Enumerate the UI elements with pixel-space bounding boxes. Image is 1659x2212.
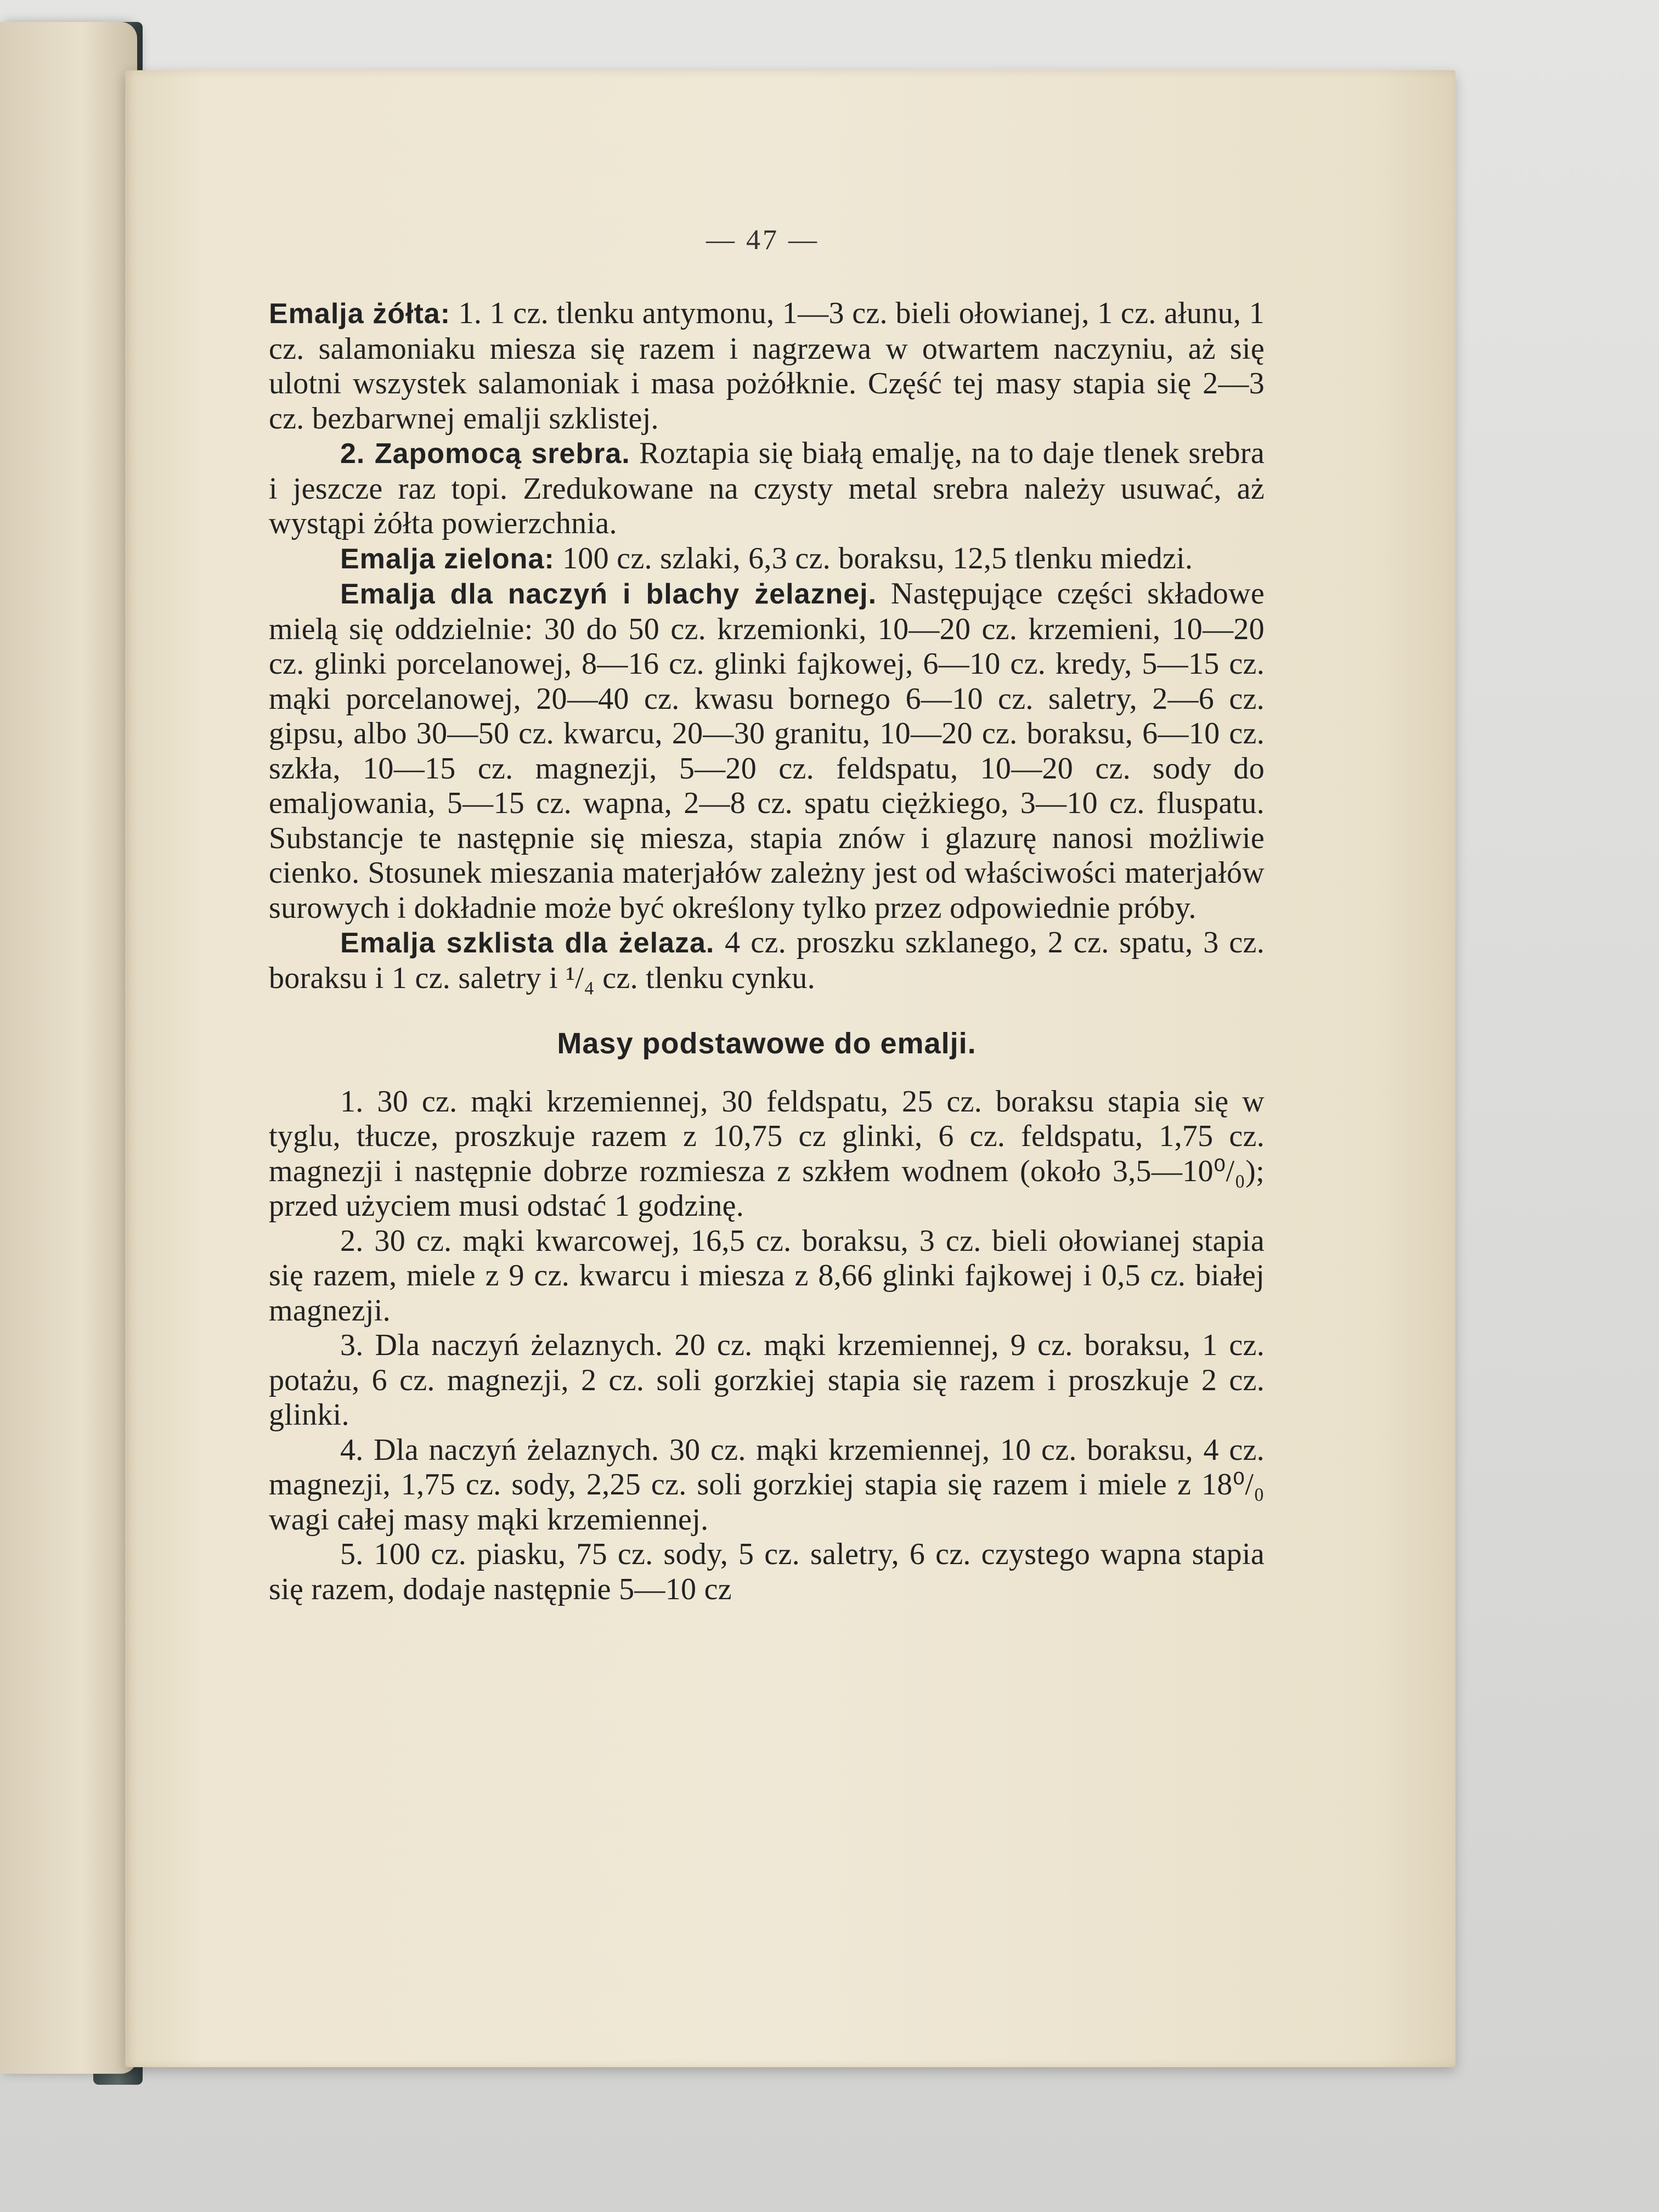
paragraph-head: Emalja dla naczyń i blachy żelaznej.	[340, 578, 877, 610]
recipe-item: 4. Dla naczyń żelaznych. 30 cz. mąki krzemiennej, 10 cz. boraksu, 4 cz. magnezji, 1,75 cz. sody, 2,25 cz. soli gorzkiej stapia się razem i miele z 18⁰/₀ wagi całej masy mąki krzemiennej.	[269, 1432, 1265, 1537]
paragraph-body: 100 cz. szlaki, 6,3 cz. boraksu, 12,5 tlenku miedzi.	[554, 541, 1193, 575]
paragraph-emalja-zolta	[269, 296, 1265, 436]
recipe-item: 2. 30 cz. mąki kwarcowej, 16,5 cz. boraksu, 3 cz. bieli ołowianej stapia się razem, miele z 9 cz. kwarcu i miesza z 8,66 glinki fajkowej i 0,5 cz. białej magnezji.	[269, 1223, 1265, 1328]
paragraph-body: Następujące części składowe mielą się oddzielnie: 30 do 50 cz. krzemionki, 10—20 cz. krzemieni, 10—20 cz. glinki porcelanowej, 8—16 cz. glinki fajkowej, 6—10 cz. kredy, 5—15 cz. mąki porcelanowej, 20—40 cz. kwasu bornego 6—10 cz. saletry, 2—6 cz. gipsu, albo 30—50 cz. kwarcu, 20—30 granitu, 10—20 cz. boraksu, 6—10 cz. szkła, 10—15 cz. magnezji, 5—20 cz. feldspatu, 10—20 cz. sody do emaljowania, 5—15 cz. wapna, 2—8 cz. spatu ciężkiego, 3—10 cz. fluspatu. Substancje te następnie się miesza, stapia znów i glazurę nanosi możliwie cienko. Stosunek mieszania materjałów zależny jest od właściwości materjałów surowych i dokładnie może być określony tylko przez odpowiednie próby.	[269, 577, 1265, 925]
paragraph-head: Emalja szklista dla żelaza.	[340, 927, 715, 959]
paragraph-emalja-zielona	[269, 541, 1265, 577]
paragraph-body: 1. 1 cz. tlenku antymonu, 1—3 cz. bieli ołowianej, 1 cz. ałunu, 1 cz. salamoniaku miesza się razem i nagrzewa w otwartem naczyniu, aż się ulotni wszystek salamoniak i masa pożółknie. Część tej masy stapia się 2—3 cz. bezbarwnej emalji szklistej.	[269, 296, 1265, 436]
page-number: — 47 —	[706, 224, 819, 256]
recipe-item: 5. 100 cz. piasku, 75 cz. sody, 5 cz. saletry, 6 cz. czystego wapna stapia się razem, dodaje następnie 5—10 cz	[269, 1537, 1265, 1606]
recipe-item: 1. 30 cz. mąki krzemiennej, 30 feldspatu, 25 cz. boraksu stapia się w tyglu, tłucze, proszkuje razem z 10,75 cz glinki, 6 cz. feldspatu, 1,75 cz. magnezji i następnie dobrze rozmiesza z szkłem wodnem (około 3,5—10⁰/₀); przed użyciem musi odstać 1 godzinę.	[269, 1084, 1265, 1223]
paragraph-body: Roztapia się białą emalję, na to daje tlenek srebra i jeszcze raz topi. Zredukowane na czysty metal srebra należy usuwać, aż wystąpi żółta powierzchnia.	[269, 436, 1265, 540]
paragraph-body: 4 cz. proszku szklanego, 2 cz. spatu, 3 cz. boraksu i 1 cz. saletry i ¹/₄ cz. tlenku cynku.	[269, 926, 1265, 995]
page-text	[269, 296, 1265, 1607]
recipe-item: 3. Dla naczyń żelaznych. 20 cz. mąki krzemiennej, 9 cz. boraksu, 1 cz. potażu, 6 cz. magnezji, 2 cz. soli gorzkiej stapia się razem i proszkuje 2 cz. glinki.	[269, 1328, 1265, 1432]
paragraph-emalja-naczyn	[269, 577, 1265, 926]
paragraph-head: Emalja żółta:	[269, 298, 451, 330]
paragraph-zapomoca-srebra	[269, 436, 1265, 541]
paragraph-emalja-szklista	[269, 926, 1265, 996]
paragraph-head: Emalja zielona:	[340, 543, 555, 575]
paragraph-head: 2. Zapomocą srebra.	[340, 438, 630, 470]
left-page-edge	[0, 22, 137, 2074]
section-heading: Masy podstawowe do emalji.	[557, 1027, 977, 1060]
